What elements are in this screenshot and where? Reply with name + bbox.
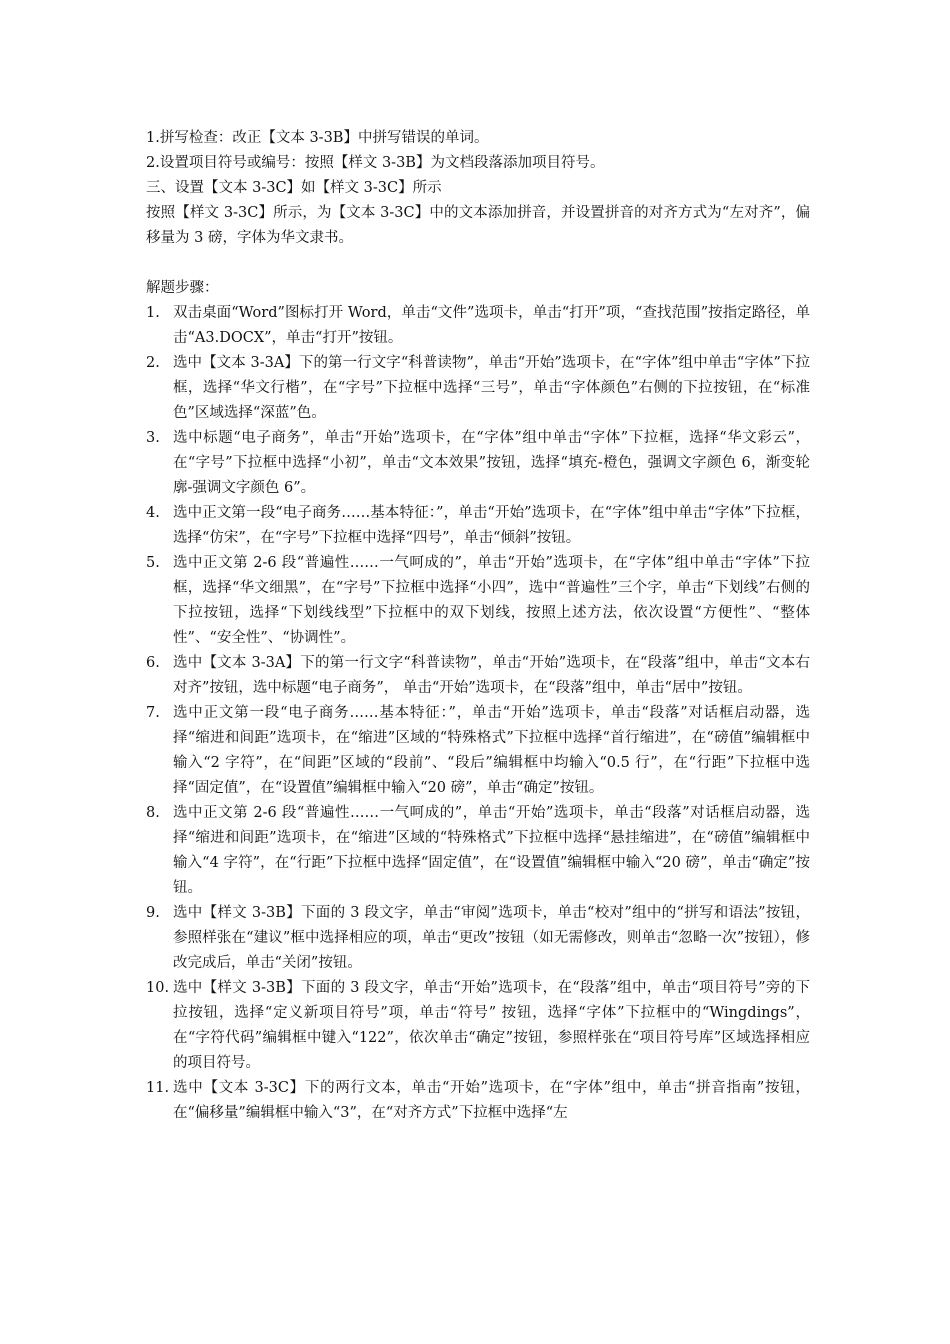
step-text: 选中正文第 2-6 段“普遍性……一气呵成的”，单击“开始”选项卡，单击“段落”对话框启动器，选择“缩进和间距”选项卡，在“缩进”区域的“特殊格式”下拉框中选择“悬挂缩进”，在“磅值”编辑框中输入“4 字符”，在“行距”下拉框中选择“固定值”，在“设置值”编辑框中输入“20 磅”，单击“确定”按钮。 xyxy=(173,805,810,896)
step-item xyxy=(146,1076,810,1126)
step-text: 选中【样文 3-3B】下面的 3 段文字，单击“审阅”选项卡，单击“校对”组中的“拼写和语法”按钮，参照样张在“建议”框中选择相应的项，单击“更改”按钮（如无需修改，则单击“忽略一次”按钮），修改完成后，单击“关闭”按钮。 xyxy=(173,905,810,971)
step-item xyxy=(146,551,810,651)
step-text: 选中正文第 2-6 段“普遍性……一气呵成的”，单击“开始”选项卡，在“字体”组中单击“字体”下拉框，选择“华文细黑”，在“字号”下拉框中选择“小四”，选中“普遍性”三个字，单击“下划线”右侧的下拉按钮，选择“下划线线型”下拉框中的双下划线，按照上述方法，依次设置“方便性”、“整体性”、“安全性”、“协调性”。 xyxy=(173,555,810,646)
step-item xyxy=(146,351,810,426)
step-number: 11. xyxy=(146,1080,170,1096)
step-number: 4. xyxy=(146,505,160,521)
step-text: 选中标题“电子商务”，单击“开始”选项卡，在“字体”组中单击“字体”下拉框，选择“华文彩云”，在“字号”下拉框中选择“小初”，单击“文本效果”按钮，选择“填充-橙色，强调文字颜色 6，渐变轮廓-强调文字颜色 6”。 xyxy=(173,430,810,496)
task-description: 按照【样文 3-3C】所示，为【文本 3-3C】中的文本添加拼音，并设置拼音的对齐方式为“左对齐”，偏移量为 3 磅，字体为华文隶书。 xyxy=(146,205,810,246)
step-text: 选中【文本 3-3A】下的第一行文字“科普读物”，单击“开始”选项卡，在“字体”组中单击“字体”下拉框，选择“华文行楷”，在“字号”下拉框中选择“三号”，单击“字体颜色”右侧的下拉按钮，在“标准色”区域选择“深蓝”色。 xyxy=(173,355,810,421)
section-heading: 三、设置【文本 3-3C】如【样文 3-3C】所示 xyxy=(146,180,442,196)
blank-line xyxy=(146,251,810,276)
step-item xyxy=(146,801,810,901)
step-text: 选中【样文 3-3B】下面的 3 段文字，单击“开始”选项卡，在“段落”组中，单击“项目符号”旁的下拉按钮，选择“定义新项目符号”项，单击“符号” 按钮，选择“字体”下拉框中的“Wingdings”，在“字符代码”编辑框中键入“122”，依次单击“确定”按钮，参照样张在“项目符号库”区域选择相应的项目符号。 xyxy=(173,980,810,1071)
step-number: 8. xyxy=(146,805,160,821)
step-text: 双击桌面“Word”图标打开 Word，单击“文件”选项卡，单击“打开”项，“查找范围”按指定路径，单击“A3.DOCX”，单击“打开”按钮。 xyxy=(173,305,810,346)
step-item xyxy=(146,901,810,976)
step-item xyxy=(146,976,810,1076)
step-item xyxy=(146,501,810,551)
steps-heading: 解题步骤： xyxy=(146,280,219,296)
step-item xyxy=(146,651,810,701)
document-body xyxy=(146,126,810,1126)
step-number: 7. xyxy=(146,705,160,721)
step-number: 6. xyxy=(146,655,160,671)
step-item xyxy=(146,426,810,501)
step-item xyxy=(146,301,810,351)
step-text: 选中正文第一段“电子商务……基本特征：”，单击“开始”选项卡，单击“段落”对话框启动器，选择“缩进和间距”选项卡，在“缩进”区域的“特殊格式”下拉框中选择“首行缩进”，在“磅值”编辑框中输入“2 字符”，在“间距”区域的“段前”、“段后”编辑框中均输入“0.5 行”，在“行距”下拉框中选择“固定值”，在“设置值”编辑框中输入“20 磅”，单击“确定”按钮。 xyxy=(173,705,810,796)
step-number: 2. xyxy=(146,355,160,371)
step-text: 选中【文本 3-3C】下的两行文本，单击“开始”选项卡，在“字体”组中，单击“拼音指南”按钮，在“偏移量”编辑框中输入“3”，在“对齐方式”下拉框中选择“左 xyxy=(173,1080,810,1121)
steps-list xyxy=(146,301,810,1126)
step-text: 选中正文第一段“电子商务……基本特征：”，单击“开始”选项卡，在“字体”组中单击“字体”下拉框，选择“仿宋”，在“字号”下拉框中选择“四号”，单击“倾斜”按钮。 xyxy=(173,505,810,546)
step-number: 1. xyxy=(146,305,160,321)
top-item-1: 1.拼写检查：改正【文本 3-3B】中拼写错误的单词。 xyxy=(146,130,489,146)
step-number: 5. xyxy=(146,555,160,571)
step-number: 3. xyxy=(146,430,160,446)
step-item xyxy=(146,701,810,801)
top-item-2: 2.设置项目符号或编号：按照【样文 3-3B】为文档段落添加项目符号。 xyxy=(146,155,605,171)
step-number: 10. xyxy=(146,980,170,996)
step-text: 选中【文本 3-3A】下的第一行文字“科普读物”，单击“开始”选项卡，在“段落”组中，单击“文本右对齐”按钮，选中标题“电子商务”， 单击“开始”选项卡，在“段落”组中，单击“居中”按钮。 xyxy=(173,655,810,696)
step-number: 9. xyxy=(146,905,160,921)
